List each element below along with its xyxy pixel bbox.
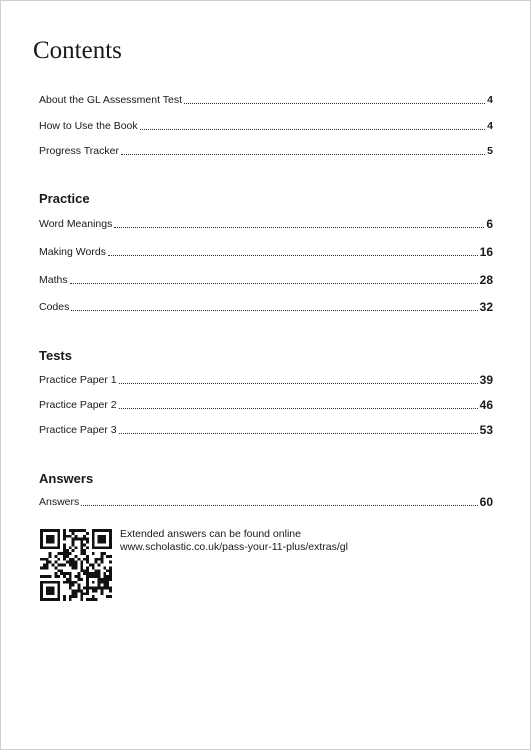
toc-entry-label: Practice Paper 2 [39, 399, 117, 411]
section-heading-practice: Practice [39, 191, 90, 206]
toc-entry-page: 4 [487, 94, 493, 106]
toc-entry-page: 46 [479, 398, 493, 412]
toc-entry-label: Making Words [39, 246, 106, 258]
toc-entry-label: About the GL Assessment Test [39, 94, 182, 106]
toc-entry-page: 16 [479, 245, 493, 259]
section-heading-answers: Answers [39, 471, 94, 486]
toc-entry-label: Progress Tracker [39, 145, 119, 157]
dot-leader [81, 505, 477, 506]
toc-entry-page: 60 [479, 495, 493, 509]
toc-entry-maths[interactable] [39, 271, 493, 287]
dot-leader [184, 103, 485, 104]
toc-entry-how-to-use[interactable] [39, 117, 493, 133]
toc-entry-page: 6 [486, 217, 493, 231]
toc-entry-page: 4 [487, 120, 493, 132]
toc-entry-label: Practice Paper 3 [39, 424, 117, 436]
toc-entry-label: Codes [39, 301, 70, 313]
toc-entry-label: Answers [39, 496, 80, 508]
dot-leader [119, 433, 478, 434]
dot-leader [121, 154, 485, 155]
toc-entry-label: Practice Paper 1 [39, 374, 117, 386]
dot-leader [70, 283, 478, 284]
dot-leader [114, 227, 484, 228]
qr-code-icon[interactable] [40, 529, 112, 601]
dot-leader [119, 408, 478, 409]
toc-entry-practice-paper-1[interactable] [39, 371, 493, 387]
toc-entry-page: 32 [479, 300, 493, 314]
toc-entry-page: 39 [479, 373, 493, 387]
toc-entry-codes[interactable] [39, 298, 493, 314]
toc-entry-label: How to Use the Book [39, 120, 138, 132]
toc-entry-label: Maths [39, 274, 68, 286]
toc-entry-label: Word Meanings [39, 218, 113, 230]
dot-leader [71, 310, 477, 311]
online-note-text: Extended answers can be found online [120, 528, 301, 540]
toc-entry-answers[interactable] [39, 493, 493, 509]
toc-entry-page: 53 [479, 423, 493, 437]
toc-entry-making-words[interactable] [39, 243, 493, 259]
toc-entry-about-test[interactable] [39, 91, 493, 107]
toc-entry-practice-paper-3[interactable] [39, 421, 493, 437]
dot-leader [140, 129, 486, 130]
toc-entry-page: 5 [487, 145, 493, 157]
online-answers-note [120, 528, 348, 554]
toc-entry-word-meanings[interactable] [39, 215, 493, 231]
toc-entry-page: 28 [479, 273, 493, 287]
online-answers-link[interactable]: www.scholastic.co.uk/pass-your-11-plus/extras/gl [120, 541, 348, 553]
dot-leader [119, 383, 478, 384]
page-title: Contents [33, 37, 122, 64]
dot-leader [108, 255, 478, 256]
toc-entry-practice-paper-2[interactable] [39, 396, 493, 412]
toc-entry-progress-tracker[interactable] [39, 142, 493, 158]
section-heading-tests: Tests [39, 348, 72, 363]
